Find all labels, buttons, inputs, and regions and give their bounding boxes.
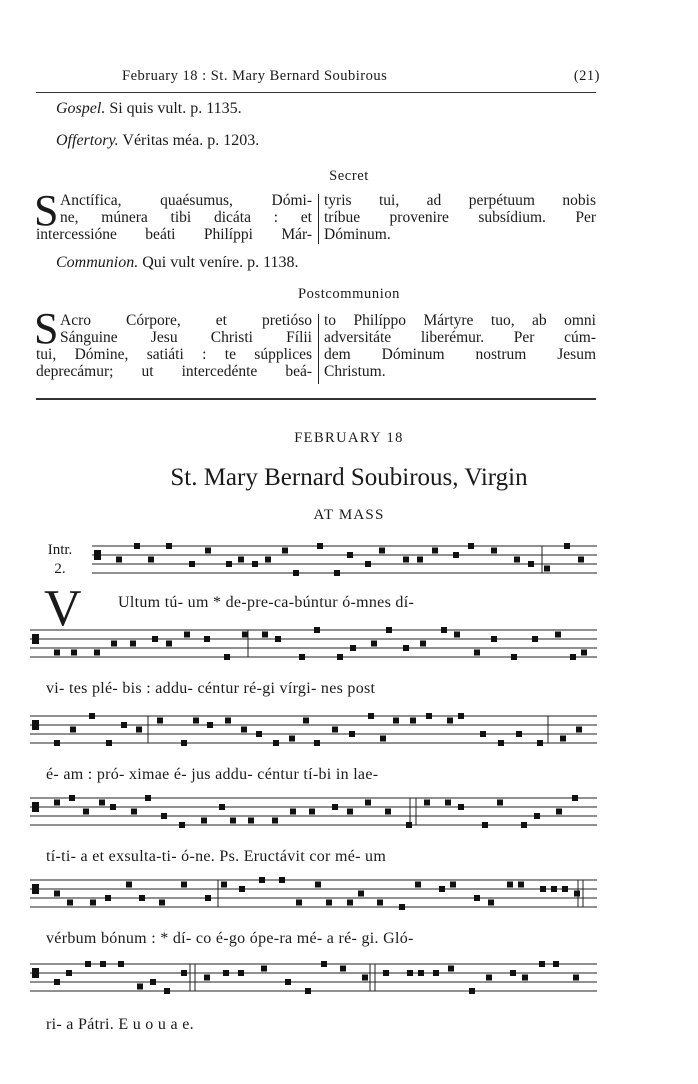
gospel-ref: p. 1135. xyxy=(190,100,242,117)
neume xyxy=(305,988,311,994)
gospel-text: Si quis vult. xyxy=(109,100,187,117)
neume xyxy=(94,650,100,656)
neume xyxy=(560,736,566,742)
neume xyxy=(362,975,368,981)
neume xyxy=(166,543,172,549)
postcommunion-left-line: deprecámur; ut intercedénte beá- xyxy=(36,363,312,380)
postcommunion-left-line: Acro Córpore, et pretióso xyxy=(60,312,312,329)
neume xyxy=(349,731,355,737)
section-rule xyxy=(36,398,596,400)
neume xyxy=(521,822,527,828)
neume xyxy=(497,800,503,806)
neume xyxy=(454,632,460,638)
neume xyxy=(380,736,386,742)
neume xyxy=(261,966,267,972)
postcommunion-left-column xyxy=(60,312,312,346)
lyric-line: vi- tes plé- bis : addu- céntur ré-gi vírgi- nes post xyxy=(46,680,376,697)
offertory-line xyxy=(56,132,259,150)
lyric-line: vérbum bónum : * dí- co é-go ópe-ra mé- a ré- gi. Gló- xyxy=(46,930,414,947)
neume xyxy=(110,804,116,810)
running-head xyxy=(36,68,604,88)
header-rule xyxy=(36,92,596,93)
neume xyxy=(458,804,464,810)
neume xyxy=(514,557,520,563)
neume xyxy=(350,645,356,651)
neume xyxy=(432,548,438,554)
postcommunion-dropcap: S xyxy=(34,304,59,353)
neume xyxy=(480,731,486,737)
neume xyxy=(70,727,76,733)
lyric-line: ri- a Pátri. E u o u a e. xyxy=(46,1016,194,1033)
neume xyxy=(54,740,60,746)
feast-date: FEBRUARY 18 xyxy=(294,430,404,446)
neume xyxy=(130,641,136,647)
neume xyxy=(518,882,524,888)
neume xyxy=(279,877,285,883)
neume xyxy=(83,809,89,815)
neume xyxy=(164,988,170,994)
neume xyxy=(166,641,172,647)
lyric-line: é- am : pró- ximae é- jus addu- céntur tí-bi in lae- xyxy=(46,766,379,783)
clef-mark xyxy=(32,802,39,812)
neume xyxy=(540,886,546,892)
neume xyxy=(570,654,576,660)
gospel-label: Gospel. xyxy=(56,100,106,117)
clef-mark xyxy=(32,968,39,978)
neume xyxy=(179,822,185,828)
introit-label-text: Intr. xyxy=(47,542,73,558)
neume xyxy=(54,800,60,806)
neume xyxy=(403,645,409,651)
neume xyxy=(150,979,156,985)
neume xyxy=(126,882,132,888)
neume xyxy=(578,557,584,563)
neume xyxy=(555,632,561,638)
neume xyxy=(317,543,323,549)
neume xyxy=(205,895,211,901)
neume xyxy=(161,813,167,819)
secret-dropcap: S xyxy=(34,186,59,235)
clef-mark xyxy=(94,550,101,560)
secret-right-line: tríbue provenire subsídium. Per xyxy=(324,209,596,226)
neume xyxy=(544,566,550,572)
postcommunion-left-line: tui, Dómine, satiáti : te súpplices xyxy=(36,346,312,363)
chant-dropcap: V xyxy=(44,580,82,637)
neume xyxy=(522,975,528,981)
neume xyxy=(238,557,244,563)
secret-heading: Secret xyxy=(329,168,369,184)
page-number: (21) xyxy=(573,68,600,84)
neume xyxy=(205,548,211,554)
offertory-text: Véritas méa. xyxy=(122,132,204,149)
offertory-label: Offertory. xyxy=(56,132,119,149)
neume xyxy=(486,975,492,981)
postcommunion-left-line: Sánguine Jesu Christi Fílii xyxy=(60,329,312,346)
clef-mark xyxy=(32,634,39,644)
neume xyxy=(204,975,210,981)
neume xyxy=(239,886,245,892)
neume xyxy=(285,979,291,985)
neume xyxy=(551,886,557,892)
neume xyxy=(469,988,475,994)
postcommunion-right-line: Christum. xyxy=(324,363,386,380)
neume xyxy=(399,904,405,910)
lyric-line: Ultum tú- um * de-pre-ca-búntur ó-mnes dí- xyxy=(118,594,415,611)
neume xyxy=(100,961,106,967)
secret-right-line: tyris tui, ad perpétuum nobis xyxy=(324,192,596,209)
neume xyxy=(385,809,391,815)
neume xyxy=(116,557,122,563)
neume xyxy=(71,650,77,656)
neume xyxy=(265,557,271,563)
neume xyxy=(426,713,432,719)
introit-label xyxy=(40,541,80,579)
chant-staff xyxy=(30,792,597,839)
neume xyxy=(289,736,295,742)
neume xyxy=(136,727,142,733)
neume xyxy=(337,654,343,660)
neume xyxy=(273,740,279,746)
neume xyxy=(516,731,522,737)
secret-right-line: Dóminum. xyxy=(324,226,391,243)
neume xyxy=(299,654,305,660)
neume xyxy=(511,654,517,660)
neume xyxy=(468,543,474,549)
clef-mark xyxy=(32,720,39,730)
neume xyxy=(424,800,430,806)
chant-staff xyxy=(30,710,597,757)
postcommunion-left-column-cont xyxy=(36,346,312,380)
neume xyxy=(386,627,392,633)
chant-staff xyxy=(30,624,597,671)
neume xyxy=(272,818,278,824)
neume xyxy=(433,970,439,976)
neume xyxy=(252,561,258,567)
neume xyxy=(105,895,111,901)
neume xyxy=(157,718,163,724)
neume xyxy=(67,900,73,906)
neume xyxy=(66,970,72,976)
neume xyxy=(334,570,340,576)
neume xyxy=(256,731,262,737)
secret-left-line: Anctífica, quaésumus, Dómi- xyxy=(60,192,312,209)
neume xyxy=(315,882,321,888)
neume xyxy=(303,718,309,724)
neume xyxy=(242,632,248,638)
neume xyxy=(510,970,516,976)
neume xyxy=(581,650,587,656)
neume xyxy=(181,740,187,746)
neume xyxy=(89,713,95,719)
secret-left-column xyxy=(60,192,312,226)
neume xyxy=(152,636,158,642)
neume xyxy=(445,800,451,806)
neume xyxy=(121,722,127,728)
neume xyxy=(134,543,140,549)
secret-right-column xyxy=(324,192,596,243)
neume xyxy=(358,891,364,897)
introit-mode: 2. xyxy=(54,561,66,577)
feast-subtitle: AT MASS xyxy=(313,507,385,523)
communion-ref: p. 1138. xyxy=(247,254,299,271)
neume xyxy=(458,713,464,719)
neume xyxy=(450,882,456,888)
neume xyxy=(371,641,377,647)
gospel-line xyxy=(56,100,242,118)
neume xyxy=(290,809,296,815)
neume xyxy=(368,713,374,719)
neume xyxy=(293,570,299,576)
neume xyxy=(111,641,117,647)
feast-title: St. Mary Bernard Soubirous, Virgin xyxy=(170,464,528,491)
neume xyxy=(223,970,229,976)
neume xyxy=(230,818,236,824)
neume xyxy=(406,822,412,828)
neume xyxy=(225,718,231,724)
neume xyxy=(415,882,421,888)
neume xyxy=(309,809,315,815)
neume xyxy=(576,727,582,733)
neume xyxy=(534,813,540,819)
secret-left-line: ne, múnera tibi dicáta : et xyxy=(60,209,312,226)
neume xyxy=(562,886,568,892)
neume xyxy=(347,809,353,815)
communion-line xyxy=(56,254,299,272)
neume xyxy=(474,895,480,901)
secret-left-line: intercessióne beáti Philíppi Már- xyxy=(36,226,312,243)
neume xyxy=(410,718,416,724)
postcommunion-column-rule xyxy=(318,314,319,384)
neume xyxy=(181,882,187,888)
neume xyxy=(417,557,423,563)
neume xyxy=(553,961,559,967)
neume xyxy=(441,627,447,633)
neume xyxy=(54,650,60,656)
neume xyxy=(488,900,494,906)
clef-mark xyxy=(32,884,39,894)
neume xyxy=(539,961,545,967)
offertory-ref: p. 1203. xyxy=(207,132,260,149)
neume xyxy=(148,557,154,563)
lyric-line: tí-ti- a et exsulta-ti- ó-ne. Ps. Eructávit cor mé- um xyxy=(46,848,387,865)
neume xyxy=(420,641,426,647)
neume xyxy=(507,882,513,888)
neume xyxy=(137,984,143,990)
neume xyxy=(54,979,60,985)
communion-label: Communion. xyxy=(56,254,139,271)
neume xyxy=(145,795,151,801)
neume xyxy=(204,636,210,642)
secret-left-column-cont xyxy=(36,226,312,243)
neume xyxy=(326,900,332,906)
postcommunion-right-line: to Philíppo Mártyre tuo, ab omni xyxy=(324,312,596,329)
neume xyxy=(296,900,302,906)
neume xyxy=(99,800,105,806)
neume xyxy=(439,886,445,892)
neume xyxy=(275,636,281,642)
neume xyxy=(224,654,230,660)
neume xyxy=(491,548,497,554)
neume xyxy=(347,900,353,906)
neume xyxy=(403,557,409,563)
neume xyxy=(379,548,385,554)
neume xyxy=(474,650,480,656)
neume xyxy=(219,804,225,810)
communion-text: Qui vult veníre. xyxy=(142,254,244,271)
neume xyxy=(556,809,562,815)
neume xyxy=(347,552,353,558)
neume xyxy=(447,718,453,724)
neume xyxy=(69,795,75,801)
neume xyxy=(131,809,137,815)
neume xyxy=(321,961,327,967)
neume xyxy=(159,900,165,906)
postcommunion-right-line: adversitáte liberémur. Per cúm- xyxy=(324,329,596,346)
neume xyxy=(193,718,199,724)
neume xyxy=(85,961,91,967)
neume xyxy=(340,966,346,972)
neume xyxy=(226,561,232,567)
neume xyxy=(528,561,534,567)
neume xyxy=(407,970,413,976)
neume xyxy=(537,740,543,746)
secret-column-rule xyxy=(318,194,319,244)
neume xyxy=(90,900,96,906)
chant-staff xyxy=(92,540,597,587)
neume xyxy=(393,718,399,724)
neume xyxy=(207,722,213,728)
neume xyxy=(221,882,227,888)
neume xyxy=(262,632,268,638)
neume xyxy=(498,740,504,746)
neume xyxy=(365,561,371,567)
neume xyxy=(383,970,389,976)
neume xyxy=(282,548,288,554)
neume xyxy=(453,552,459,558)
neume xyxy=(418,970,424,976)
neume xyxy=(238,970,244,976)
neume xyxy=(332,804,338,810)
postcommunion-heading: Postcommunion xyxy=(297,286,401,302)
neume xyxy=(184,632,190,638)
neume xyxy=(106,740,112,746)
neume xyxy=(118,961,124,967)
neume xyxy=(248,818,254,824)
neume xyxy=(332,727,338,733)
neume xyxy=(314,740,320,746)
neume xyxy=(259,877,265,883)
neume xyxy=(532,636,538,642)
neume xyxy=(491,636,497,642)
neume xyxy=(482,822,488,828)
neume xyxy=(564,543,570,549)
neume xyxy=(448,966,454,972)
neume xyxy=(365,800,371,806)
neume xyxy=(377,900,383,906)
chant-staff xyxy=(30,874,597,921)
neume xyxy=(54,891,60,897)
neume xyxy=(201,818,207,824)
neume xyxy=(314,627,320,633)
neume xyxy=(139,895,145,901)
neume xyxy=(572,795,578,801)
neume xyxy=(189,561,195,567)
neume xyxy=(181,970,187,976)
chant-staff xyxy=(30,958,597,1005)
neume xyxy=(241,727,247,733)
running-head-title: February 18 : St. Mary Bernard Soubirous xyxy=(122,68,388,84)
neume xyxy=(574,891,580,897)
postcommunion-right-column xyxy=(324,312,596,380)
postcommunion-right-line: dem Dóminum nostrum Jesum xyxy=(324,346,596,363)
neume xyxy=(573,975,579,981)
